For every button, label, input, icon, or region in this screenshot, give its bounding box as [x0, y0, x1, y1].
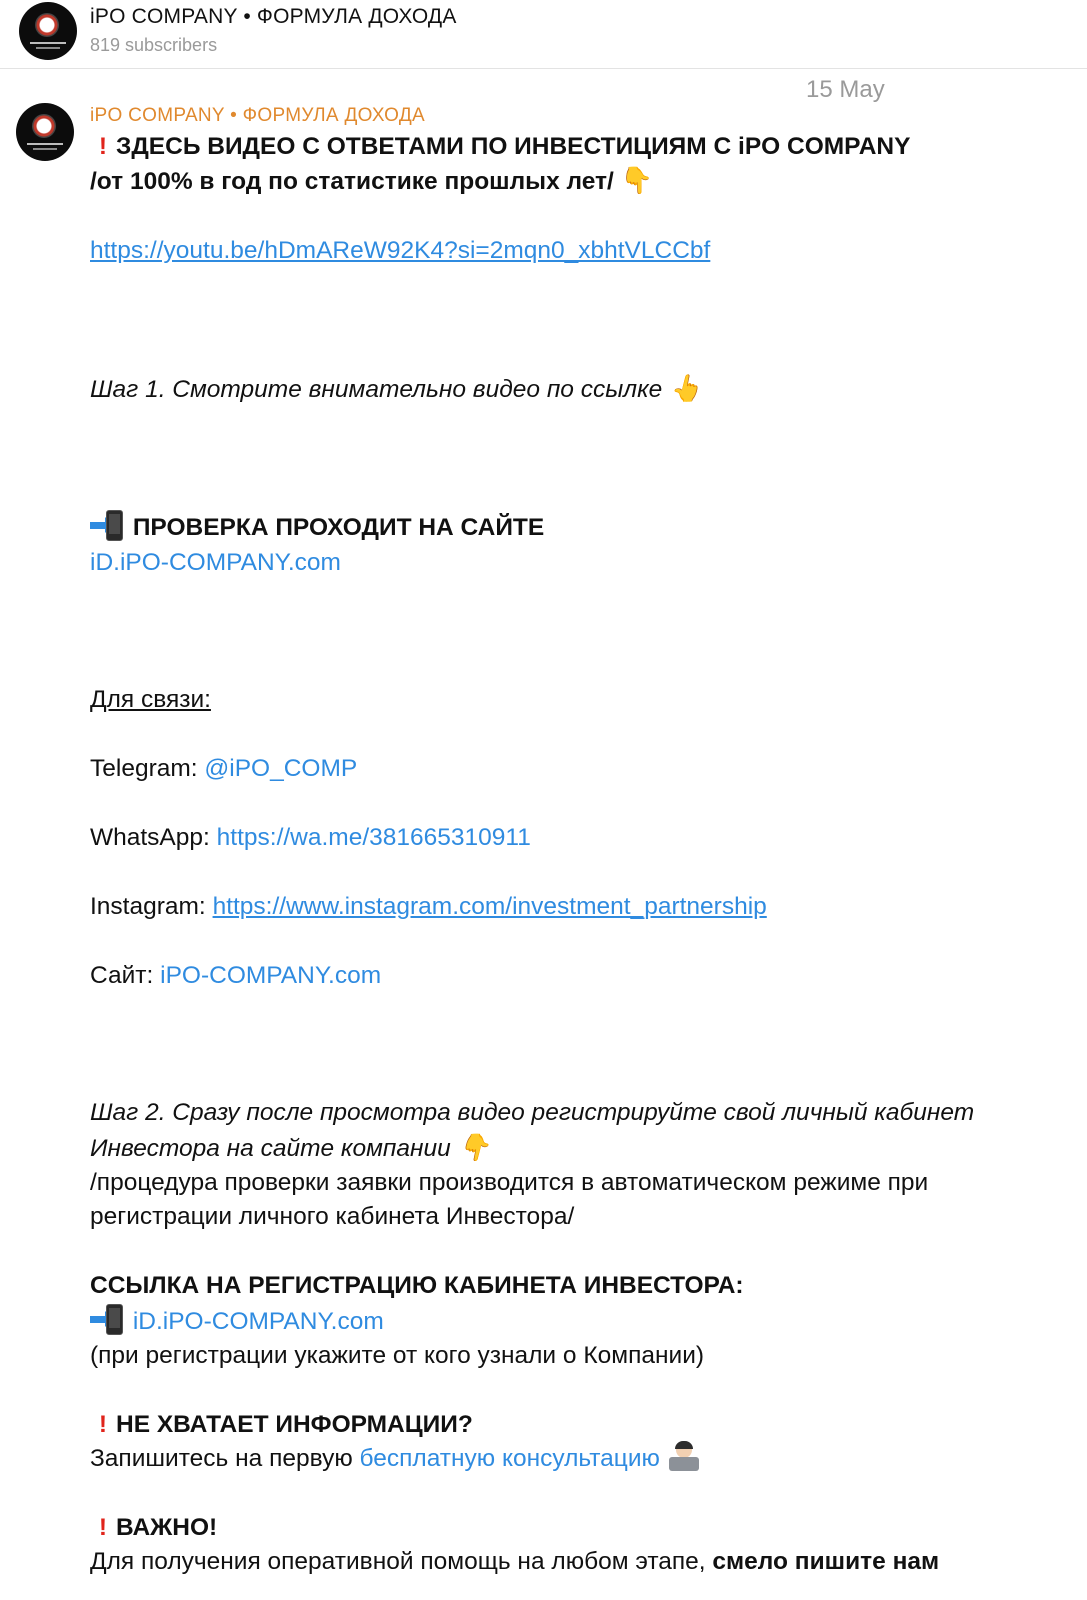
post-date: 15 May — [806, 76, 885, 103]
step-2-line-2: Инвестора на сайте компании 👇 — [90, 1131, 1050, 1166]
registration-row — [90, 1304, 1050, 1339]
instagram-link[interactable]: https://www.instagram.com/investment_partnership — [212, 892, 767, 920]
help-row: Для получения оперативной помощь на любом этапе, смело пишите нам — [90, 1548, 940, 1576]
contacts-title: Для связи: — [90, 686, 211, 714]
logo-icon — [35, 13, 59, 37]
check-title: ПРОВЕРКА ПРОХОДИТ НА САЙТЕ — [90, 510, 1050, 545]
site-row: Сайт: iPO-COMPANY.com — [90, 961, 382, 989]
step-2-note-1: /процедура проверки заявки производится в автоматическом режиме при — [90, 1168, 929, 1196]
site-link[interactable]: iPO-COMPANY.com — [160, 961, 382, 989]
check-site-link[interactable]: iD.iPO-COMPANY.com — [90, 548, 341, 576]
step-1: Шаг 1. Смотрите внимательно видео по ссылке 👆 — [90, 372, 1050, 407]
hand-up-icon: 👆 — [669, 373, 702, 404]
exclamation-icon: ! — [98, 1513, 108, 1541]
telegram-row: Telegram: @iPO_COMP — [90, 755, 358, 783]
channel-title[interactable]: iPO COMPANY • ФОРМУЛА ДОХОДА — [90, 5, 457, 28]
instagram-row: Instagram: https://www.instagram.com/investment_partnership — [90, 892, 767, 920]
registration-link[interactable]: iD.iPO-COMPANY.com — [132, 1307, 384, 1335]
whatsapp-link[interactable]: https://wa.me/381665310911 — [216, 823, 531, 851]
video-link[interactable]: https://youtu.be/hDmAReW92K4?si=2mqn0_xbhtVLCCbf — [90, 237, 711, 265]
info-title: ! НЕ ХВАТАЕТ ИНФОРМАЦИИ? — [90, 1408, 1050, 1442]
channel-header[interactable] — [0, 0, 1087, 69]
exclamation-icon: ! — [98, 1410, 108, 1438]
exclamation-icon: ! — [98, 133, 108, 160]
subscriber-count: 819 subscribers — [90, 35, 218, 55]
logo-icon — [32, 114, 56, 138]
headline-line-1: ! ЗДЕСЬ ВИДЕО С ОТВЕТАМИ ПО ИНВЕСТИЦИЯМ С iPO COMPANY — [90, 130, 1050, 164]
consultation-row: Запишитесь на первую бесплатную консультацию — [90, 1442, 1050, 1476]
important-title: ! ВАЖНО! — [90, 1511, 1050, 1545]
hand-down-icon: 👇 — [457, 1132, 490, 1163]
registration-note: (при регистрации укажите от кого узнали о Компании) — [90, 1341, 705, 1369]
person-laptop-icon — [668, 1442, 700, 1472]
post-message — [90, 130, 1050, 1580]
headline-line-2: /от 100% в год по статистике прошлых лет/ 👇 — [90, 164, 1050, 199]
channel-avatar[interactable] — [19, 2, 77, 60]
registration-title: ССЫЛКА НА РЕГИСТРАЦИЮ КАБИНЕТА ИНВЕСТОРА: — [90, 1272, 744, 1300]
phone-arrow-icon — [90, 1304, 126, 1334]
telegram-link[interactable]: @iPO_COMP — [204, 755, 358, 783]
step-2-note-2: регистрации личного кабинета Инвестора/ — [90, 1203, 575, 1231]
hand-down-icon: 👇 — [620, 166, 654, 197]
post-sender[interactable]: iPO COMPANY • ФОРМУЛА ДОХОДА — [90, 105, 425, 126]
whatsapp-row: WhatsApp: https://wa.me/381665310911 — [90, 823, 531, 851]
consultation-link[interactable]: бесплатную консультацию — [359, 1445, 660, 1473]
step-2-line-1: Шаг 2. Сразу после просмотра видео регистрируйте свой личный кабинет — [90, 1099, 975, 1127]
phone-arrow-icon — [90, 510, 126, 540]
post-avatar[interactable] — [16, 103, 74, 161]
